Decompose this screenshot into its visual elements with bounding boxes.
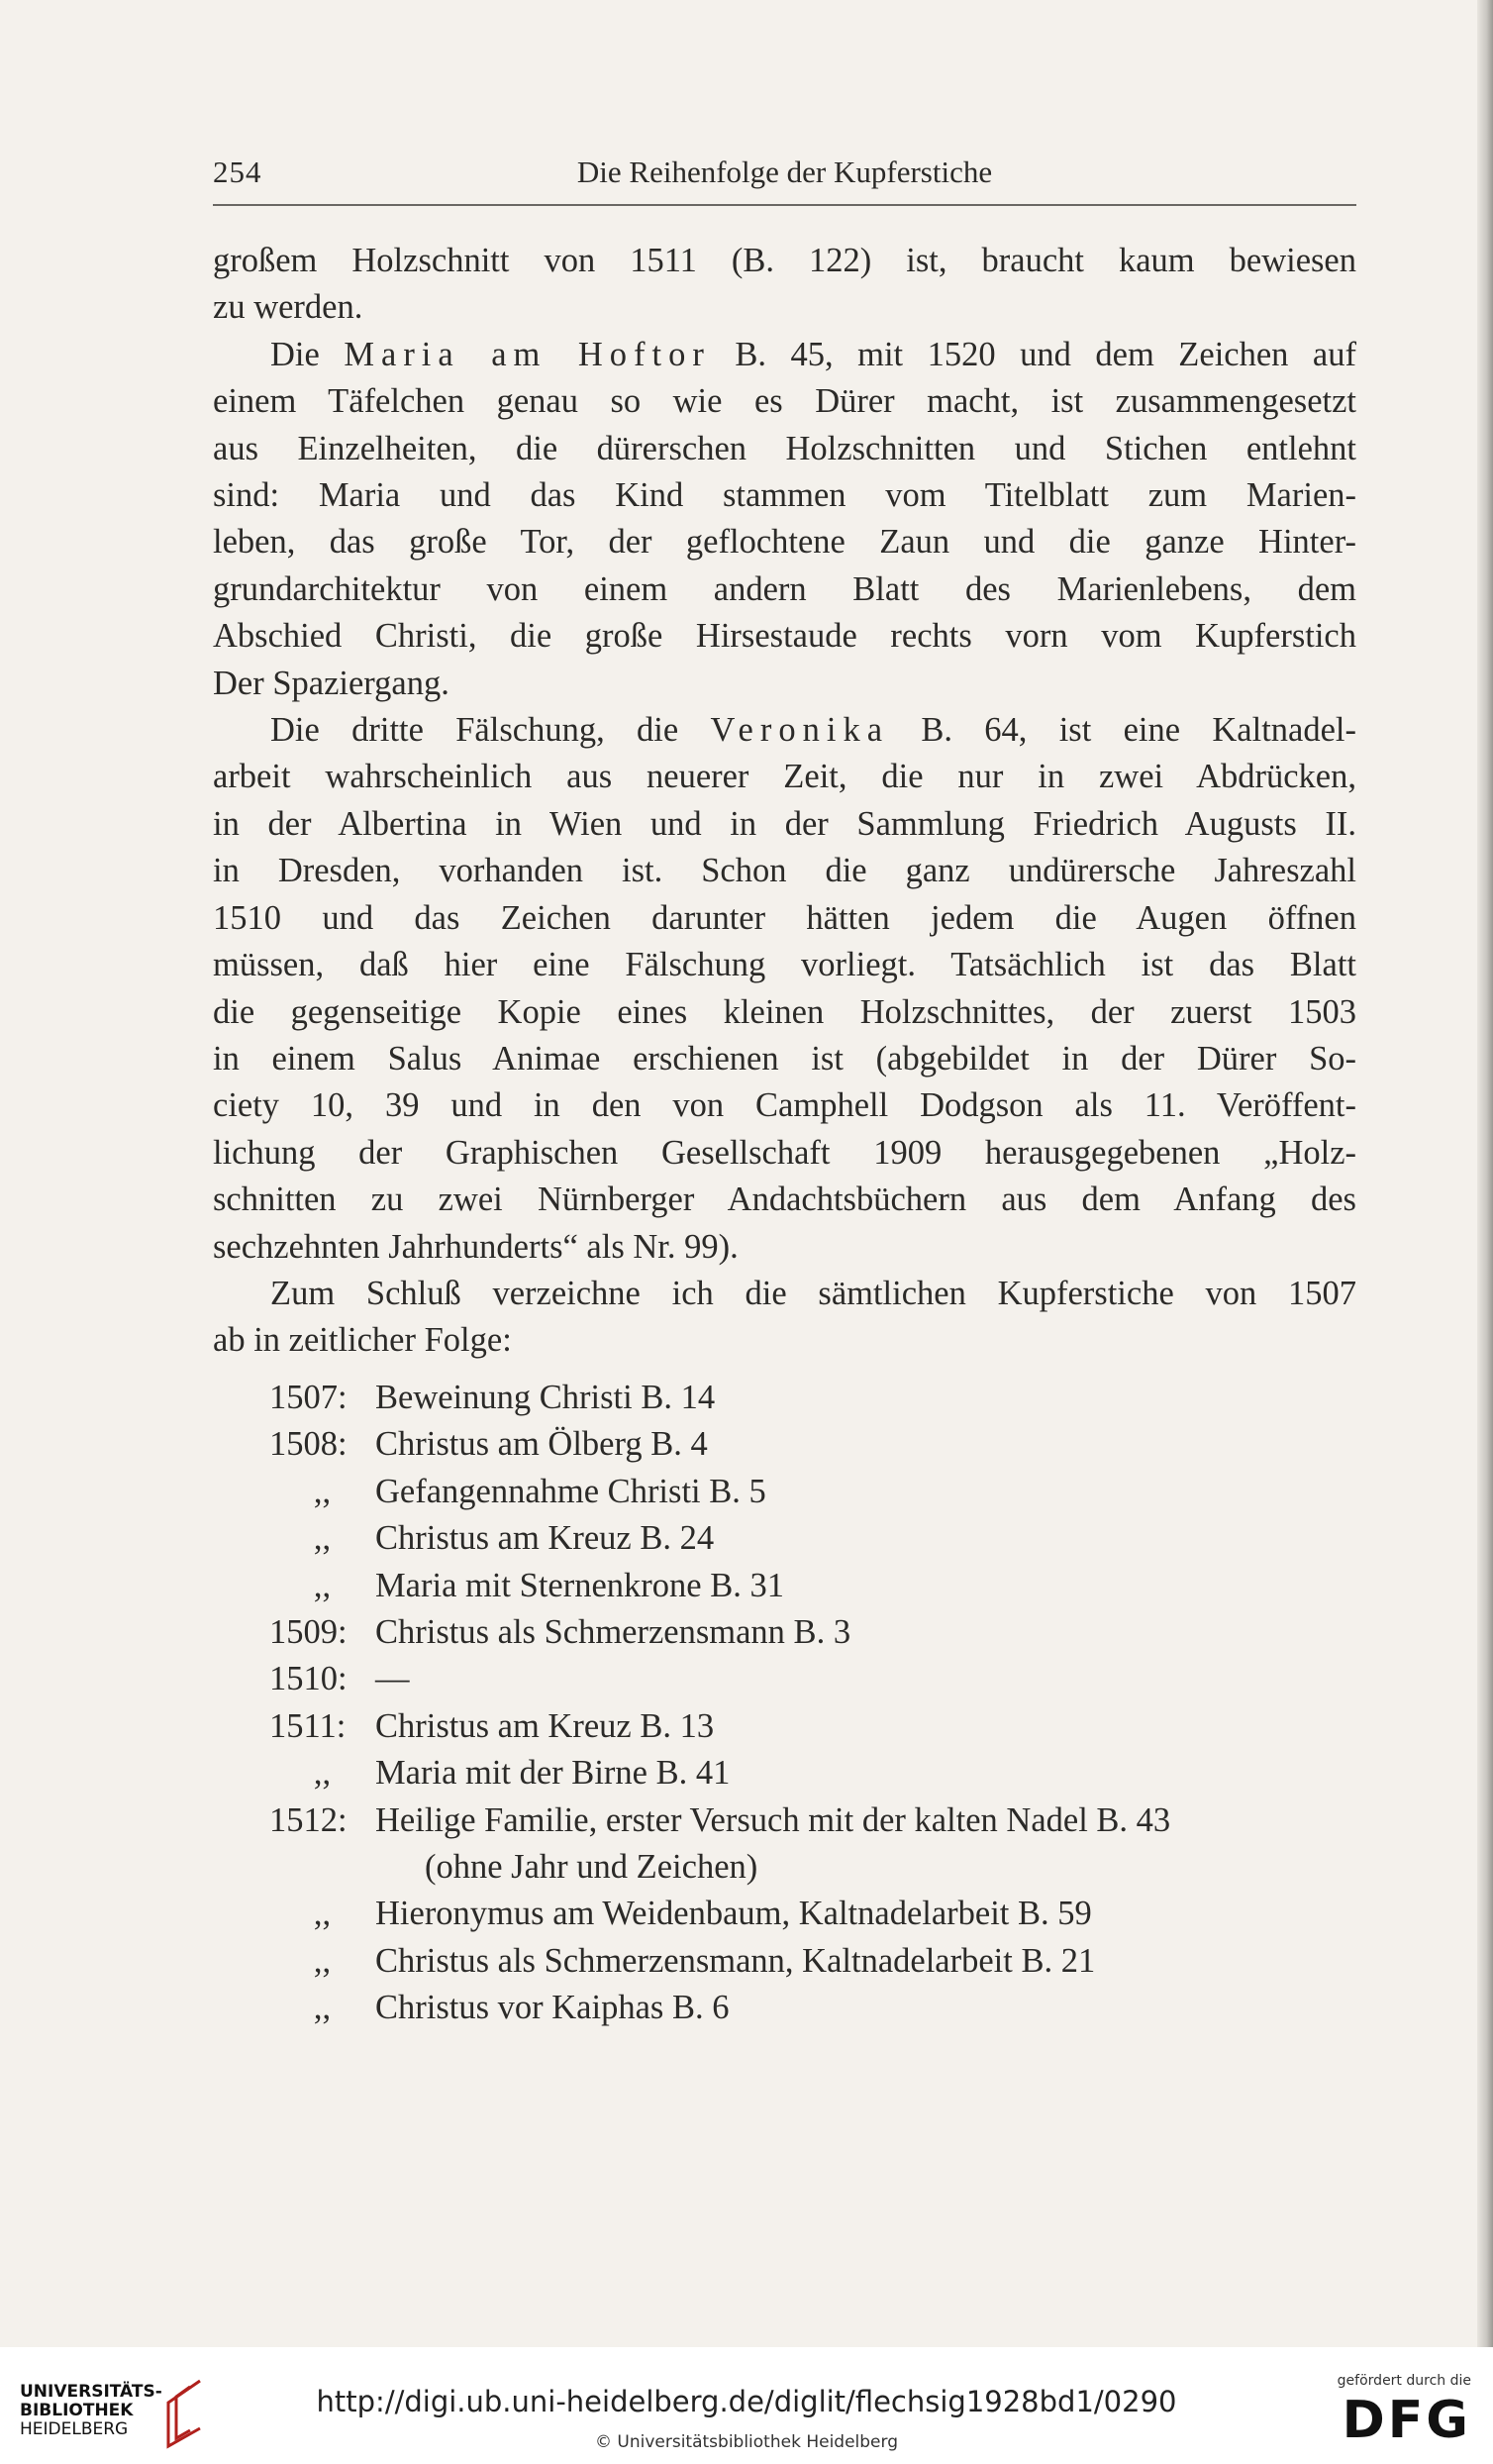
list-year: ,, [313,1989,332,2027]
library-line-3: HEIDELBERG [20,2419,129,2439]
list-entry: Christus am Kreuz B. 24 [375,1519,715,1558]
paragraph [213,1271,1356,1365]
list-year: ,, [313,1519,332,1558]
list-item [269,1563,1358,1609]
spaced-title: Maria am Hoftor [344,335,711,373]
paragraph [213,238,1356,332]
list-year: 1509: [269,1613,348,1652]
list-item [269,1703,1358,1750]
list-entry: Christus am Kreuz B. 13 [375,1706,715,1745]
text-line: leben, das große Tor, der geflochtene Zaun und die ganze Hinter- [213,523,1356,562]
text-line: 1510 und das Zeichen darunter hätten jedem die Augen öffnen [213,898,1356,937]
list-item [269,1656,1358,1702]
list-item [269,1515,1358,1562]
text-line: in einem Salus Animae erschienen ist (abgebildet in der Dürer So- [213,1039,1356,1078]
list-entry: Hieronymus am Weidenbaum, Kaltnadelarbeit B. 59 [375,1895,1092,1933]
list-entry: Beweinung Christi B. 14 [375,1379,716,1416]
list-entry: Christus als Schmerzensmann, Kaltnadelarbeit B. 21 [375,1941,1096,1980]
funded-by-label: gefördert durch die [1337,2373,1471,2389]
list-entry: Maria mit der Birne B. 41 [375,1754,731,1793]
text-line: einem Täfelchen genau so wie es Dürer macht, ist zusammengesetzt [213,382,1356,421]
library-line-1: UNIVERSITÄTS- [20,2382,162,2402]
list-entry: Christus am Ölberg B. 4 [375,1425,708,1464]
list-entry: Christus vor Kaiphas B. 6 [375,1989,730,2027]
text-line: sechzehnten Jahrhunderts“ als Nr. 99). [213,1227,739,1266]
list-entry: — [375,1660,410,1698]
footer-bar [0,2347,1493,2464]
text-line: Die dritte Fälschung, die Veronika B. 64, ist eine Kaltnadel- [270,711,1356,750]
list-entry: Heilige Familie, erster Versuch mit der kalten Nadel B. 43 [375,1800,1171,1839]
text-line: Zum Schluß verzeichne ich die sämtlichen Kupferstiche von 1507 [270,1274,1356,1312]
text-line: großem Holzschnitt von 1511 (B. 122) ist, braucht kaum bewiesen [213,242,1356,279]
list-item [269,1421,1358,1468]
list-entry: Gefangennahme Christi B. 5 [375,1472,766,1510]
page-number: 254 [213,154,262,189]
list-year: 1511: [269,1706,347,1745]
page-edge [1477,0,1493,2347]
list-year: ,, [313,1941,332,1980]
text-line: in der Albertina in Wien und in der Sammlung Friedrich Augusts II. [213,804,1356,843]
paragraph [213,332,1356,707]
text-line: sind: Maria und das Kind stammen vom Titelblatt zum Marien- [213,476,1356,515]
text-line: grundarchitektur von einem andern Blatt des Marienlebens, dem [213,569,1356,608]
dfg-logo: DFG [1342,2391,1471,2450]
engraving-list [269,1375,1358,2032]
list-item [269,1797,1358,1844]
body-text [213,238,1356,1365]
list-year: 1507: [269,1379,348,1416]
list-year: ,, [313,1472,332,1510]
running-title: Die Reihenfolge der Kupferstiche [576,154,993,189]
list-item [269,1750,1358,1797]
spaced-title: Veronika [710,711,890,750]
text-line: Der Spaziergang. [213,664,449,702]
paragraph [213,707,1356,1271]
list-year [269,1844,375,1891]
list-item [269,1891,1358,1937]
text-line: arbeit wahrscheinlich aus neuerer Zeit, die nur in zwei Abdrücken, [213,758,1356,796]
list-year: ,, [313,1754,332,1793]
text-line: Abschied Christi, die große Hirsestaude rechts vorn vom Kupferstich [213,617,1356,656]
text-line: zu werden. [213,288,363,327]
running-header [213,154,1356,206]
text-line: lichung der Graphischen Gesellschaft 1909 herausgegebenen „Holz- [213,1133,1356,1172]
list-year: ,, [313,1566,332,1604]
text-line: in Dresden, vorhanden ist. Schon die ganz undürersche Jahreszahl [213,852,1356,890]
list-entry: Christus als Schmerzensmann B. 3 [375,1613,851,1652]
text-line: ab in zeitlicher Folge: [213,1321,512,1360]
copyright-notice: © Universitätsbibliothek Heidelberg [594,2432,898,2452]
list-year: 1510: [269,1660,348,1698]
text-line: aus Einzelheiten, die dürerschen Holzschnitten und Stichen entlehnt [213,429,1356,467]
text-line: müssen, daß hier eine Fälschung vorliegt. Tatsächlich ist das Blatt [213,946,1356,984]
list-entry: Maria mit Sternenkrone B. 31 [375,1566,784,1604]
list-item [269,1469,1358,1515]
list-item [269,1844,1358,1891]
list-entry: (ohne Jahr und Zeichen) [425,1848,758,1887]
text-line: Die Maria am Hoftor B. 45, mit 1520 und dem Zeichen auf [270,335,1356,373]
list-item [269,1938,1358,1985]
library-line-2: BIBLIOTHEK [20,2401,134,2420]
list-item [269,1609,1358,1656]
list-year: 1512: [269,1800,348,1839]
list-item [269,1375,1358,1421]
list-year: 1508: [269,1425,348,1464]
list-item [269,1985,1358,2031]
text-line: schnitten zu zwei Nürnberger Andachtsbüchern aus dem Anfang des [213,1181,1356,1219]
list-year: ,, [313,1895,332,1933]
source-url[interactable]: http://digi.ub.uni-heidelberg.de/diglit/flechsig1928bd1/0290 [316,2385,1177,2418]
text-line: die gegenseitige Kopie eines kleinen Holzschnittes, der zuerst 1503 [213,992,1356,1031]
text-line: ciety 10, 39 und in den von Camphell Dodgson als 11. Veröffent- [213,1086,1356,1125]
